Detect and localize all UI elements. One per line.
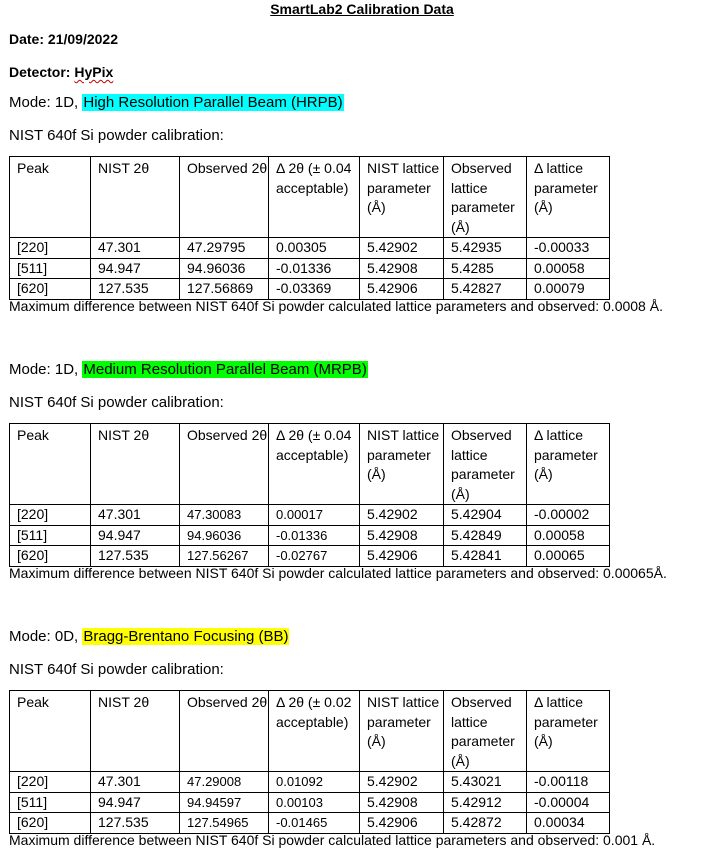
cell-delta-lattice: -0.00118 xyxy=(527,772,610,793)
cell-observed-2theta: 94.96036 xyxy=(180,258,269,279)
cell-nist-2theta: 47.301 xyxy=(91,505,180,526)
cell-observed-lattice: 5.42904 xyxy=(444,505,527,526)
document-title: SmartLab2 Calibration Data xyxy=(270,1,454,17)
calibration-table-1 xyxy=(9,156,610,300)
cell-nist-2theta: 127.535 xyxy=(91,813,180,834)
cell-delta-lattice: -0.00004 xyxy=(527,792,610,813)
calibration-subheading-1: NIST 640f Si powder calibration: xyxy=(9,127,224,144)
cell-observed-2theta: 47.29795 xyxy=(180,238,269,259)
table-header-row xyxy=(10,424,610,505)
header-delta-lattice: Δ lattice parameter (Å) xyxy=(527,157,610,238)
header-delta-2theta: Δ 2θ (± 0.04 acceptable) xyxy=(269,157,360,238)
header-delta-2theta: Δ 2θ (± 0.04 acceptable) xyxy=(269,424,360,505)
mode-prefix: Mode: 1D, xyxy=(9,361,83,378)
cell-observed-2theta: 47.30083 xyxy=(180,505,269,526)
cell-observed-lattice: 5.43021 xyxy=(444,772,527,793)
cell-nist-lattice: 5.42902 xyxy=(360,505,444,526)
cell-observed-2theta: 127.54965 xyxy=(180,813,269,834)
calibration-subheading-3: NIST 640f Si powder calibration: xyxy=(9,661,224,678)
table-row xyxy=(10,813,610,834)
max-difference-1: Maximum difference between NIST 640f Si powder calculated lattice parameters and observed: 0.0008 Å. xyxy=(9,298,663,314)
cell-observed-lattice: 5.42841 xyxy=(444,546,527,567)
header-nist-lattice: NIST lattice parameter (Å) xyxy=(360,157,444,238)
cell-delta-lattice: 0.00065 xyxy=(527,546,610,567)
header-nist-2theta: NIST 2θ xyxy=(91,157,180,238)
table-row xyxy=(10,792,610,813)
cell-delta-lattice: 0.00034 xyxy=(527,813,610,834)
cell-delta-2theta: 0.00305 xyxy=(269,238,360,259)
date-label: Date: xyxy=(9,31,45,47)
cell-peak: [620] xyxy=(10,813,91,834)
cell-nist-2theta: 47.301 xyxy=(91,238,180,259)
mode-prefix: Mode: 0D, xyxy=(9,628,83,645)
cell-peak: [511] xyxy=(10,792,91,813)
cell-delta-2theta: -0.01336 xyxy=(269,258,360,279)
cell-observed-lattice: 5.42827 xyxy=(444,279,527,300)
header-peak: Peak xyxy=(10,691,91,772)
cell-nist-2theta: 94.947 xyxy=(91,525,180,546)
calibration-table-3 xyxy=(9,690,610,834)
cell-nist-lattice: 5.42906 xyxy=(360,813,444,834)
cell-delta-2theta: 0.00017 xyxy=(269,505,360,526)
cell-observed-2theta: 94.96036 xyxy=(180,525,269,546)
max-difference-3: Maximum difference between NIST 640f Si powder calculated lattice parameters and observed: 0.001 Å. xyxy=(9,832,656,848)
cell-nist-lattice: 5.42902 xyxy=(360,772,444,793)
cell-delta-2theta: 0.00103 xyxy=(269,792,360,813)
cell-nist-2theta: 94.947 xyxy=(91,792,180,813)
calibration-subheading-2: NIST 640f Si powder calibration: xyxy=(9,394,224,411)
table-row xyxy=(10,238,610,259)
cell-peak: [511] xyxy=(10,525,91,546)
cell-observed-lattice: 5.42849 xyxy=(444,525,527,546)
mode-name-highlight: High Resolution Parallel Beam (HRPB) xyxy=(83,94,343,111)
table-row xyxy=(10,505,610,526)
cell-nist-lattice: 5.42908 xyxy=(360,792,444,813)
cell-nist-lattice: 5.42906 xyxy=(360,546,444,567)
cell-observed-lattice: 5.4285 xyxy=(444,258,527,279)
mode-line-2 xyxy=(9,361,368,378)
header-delta-lattice: Δ lattice parameter (Å) xyxy=(527,424,610,505)
cell-delta-lattice: 0.00058 xyxy=(527,258,610,279)
table-row xyxy=(10,279,610,300)
cell-peak: [511] xyxy=(10,258,91,279)
cell-delta-lattice: -0.00033 xyxy=(527,238,610,259)
header-peak: Peak xyxy=(10,157,91,238)
date-value: 21/09/2022 xyxy=(47,31,118,47)
detector-value: HyPix xyxy=(74,64,114,80)
table-header-row xyxy=(10,157,610,238)
detector-label: Detector: xyxy=(9,64,71,80)
cell-nist-2theta: 127.535 xyxy=(91,279,180,300)
cell-nist-lattice: 5.42908 xyxy=(360,258,444,279)
cell-delta-lattice: 0.00058 xyxy=(527,525,610,546)
cell-nist-2theta: 94.947 xyxy=(91,258,180,279)
cell-delta-2theta: -0.01336 xyxy=(269,525,360,546)
header-observed-lattice: Observed lattice parameter (Å) xyxy=(444,691,527,772)
detector-line xyxy=(9,64,113,80)
header-observed-lattice: Observed lattice parameter (Å) xyxy=(444,424,527,505)
header-nist-lattice: NIST lattice parameter (Å) xyxy=(360,424,444,505)
cell-observed-2theta: 47.29008 xyxy=(180,772,269,793)
mode-name-highlight: Bragg-Brentano Focusing (BB) xyxy=(83,628,289,645)
header-nist-2theta: NIST 2θ xyxy=(91,691,180,772)
cell-delta-2theta: -0.02767 xyxy=(269,546,360,567)
table-row xyxy=(10,772,610,793)
header-delta-lattice: Δ lattice parameter (Å) xyxy=(527,691,610,772)
header-observed-lattice: Observed lattice parameter (Å) xyxy=(444,157,527,238)
header-observed-2theta: Observed 2θ xyxy=(180,157,269,238)
cell-peak: [620] xyxy=(10,279,91,300)
cell-peak: [220] xyxy=(10,505,91,526)
cell-nist-lattice: 5.42902 xyxy=(360,238,444,259)
cell-nist-2theta: 127.535 xyxy=(91,546,180,567)
cell-delta-2theta: -0.01465 xyxy=(269,813,360,834)
header-observed-2theta: Observed 2θ xyxy=(180,691,269,772)
date-line xyxy=(9,31,118,47)
cell-peak: [220] xyxy=(10,772,91,793)
table-row xyxy=(10,525,610,546)
mode-prefix: Mode: 1D, xyxy=(9,94,83,111)
table-row xyxy=(10,546,610,567)
cell-observed-2theta: 127.56869 xyxy=(180,279,269,300)
mode-name-highlight: Medium Resolution Parallel Beam (MRPB) xyxy=(83,361,367,378)
cell-observed-lattice: 5.42935 xyxy=(444,238,527,259)
cell-nist-lattice: 5.42908 xyxy=(360,525,444,546)
cell-delta-2theta: 0.01092 xyxy=(269,772,360,793)
cell-observed-2theta: 94.94597 xyxy=(180,792,269,813)
cell-observed-lattice: 5.42872 xyxy=(444,813,527,834)
cell-peak: [220] xyxy=(10,238,91,259)
table-row xyxy=(10,258,610,279)
max-difference-2: Maximum difference between NIST 640f Si powder calculated lattice parameters and observed: 0.00065Å. xyxy=(9,565,667,581)
cell-delta-lattice: -0.00002 xyxy=(527,505,610,526)
cell-nist-2theta: 47.301 xyxy=(91,772,180,793)
cell-peak: [620] xyxy=(10,546,91,567)
calibration-table-2 xyxy=(9,423,610,567)
cell-observed-2theta: 127.56267 xyxy=(180,546,269,567)
table-header-row xyxy=(10,691,610,772)
mode-line-1 xyxy=(9,94,344,111)
cell-delta-lattice: 0.00079 xyxy=(527,279,610,300)
header-nist-lattice: NIST lattice parameter (Å) xyxy=(360,691,444,772)
cell-observed-lattice: 5.42912 xyxy=(444,792,527,813)
header-nist-2theta: NIST 2θ xyxy=(91,424,180,505)
header-observed-2theta: Observed 2θ xyxy=(180,424,269,505)
header-peak: Peak xyxy=(10,424,91,505)
mode-line-3 xyxy=(9,628,289,645)
header-delta-2theta: Δ 2θ (± 0.02 acceptable) xyxy=(269,691,360,772)
cell-nist-lattice: 5.42906 xyxy=(360,279,444,300)
cell-delta-2theta: -0.03369 xyxy=(269,279,360,300)
